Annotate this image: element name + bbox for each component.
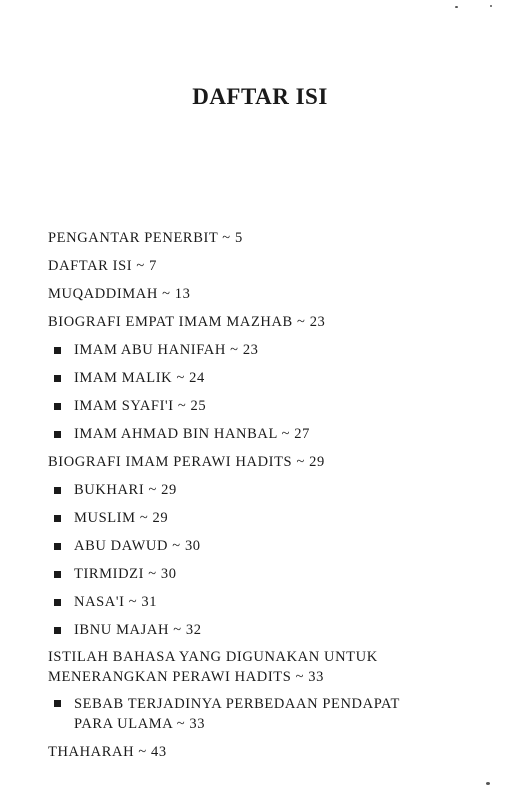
table-of-contents: [48, 224, 488, 766]
toc-subentry: [48, 476, 488, 504]
toc-entry: [48, 280, 488, 308]
square-bullet-icon: [54, 543, 61, 550]
toc-entry-text: THAHARAH ~ 43: [48, 744, 167, 760]
toc-subentry: [48, 504, 488, 532]
scan-speck: [455, 6, 458, 8]
square-bullet-icon: [54, 403, 61, 410]
toc-entry: [48, 252, 488, 280]
toc-entry-text: IMAM SYAFI'I ~ 25: [74, 398, 207, 414]
toc-subentry: [48, 364, 488, 392]
square-bullet-icon: [54, 599, 61, 606]
toc-entry-line: PARA ULAMA ~ 33: [74, 716, 206, 732]
toc-entry-text: IBNU MAJAH ~ 32: [74, 622, 202, 638]
toc-entry-text: BIOGRAFI EMPAT IMAM MAZHAB ~ 23: [48, 314, 326, 330]
toc-entry: [48, 224, 488, 252]
scan-speck: [486, 782, 490, 785]
square-bullet-icon: [54, 700, 61, 707]
square-bullet-icon: [54, 627, 61, 634]
toc-entry-text: MUQADDIMAH ~ 13: [48, 286, 191, 302]
toc-subentry: [48, 691, 488, 738]
square-bullet-icon: [54, 375, 61, 382]
toc-entry-text: BIOGRAFI IMAM PERAWI HADITS ~ 29: [48, 454, 325, 470]
page-title: DAFTAR ISI: [192, 84, 328, 109]
toc-subentry: [48, 336, 488, 364]
toc-subentry: [48, 532, 488, 560]
toc-entry-text: MUSLIM ~ 29: [74, 510, 169, 526]
square-bullet-icon: [54, 515, 61, 522]
toc-subentry: [48, 616, 488, 644]
toc-entry-text: BUKHARI ~ 29: [74, 482, 177, 498]
toc-entry: [48, 308, 488, 336]
toc-entry: [48, 738, 488, 766]
toc-entry-text: ABU DAWUD ~ 30: [74, 538, 201, 554]
toc-subentry: [48, 392, 488, 420]
square-bullet-icon: [54, 347, 61, 354]
toc-entry-text: DAFTAR ISI ~ 7: [48, 258, 157, 274]
toc-entry-line: SEBAB TERJADINYA PERBEDAAN PENDAPAT: [74, 696, 400, 712]
toc-subentry: [48, 560, 488, 588]
toc-entry-text: IMAM ABU HANIFAH ~ 23: [74, 342, 259, 358]
toc-entry-text: TIRMIDZI ~ 30: [74, 566, 177, 582]
toc-entry-text: NASA'I ~ 31: [74, 594, 158, 610]
toc-entry-line: MENERANGKAN PERAWI HADITS ~ 33: [48, 669, 325, 685]
square-bullet-icon: [54, 571, 61, 578]
toc-entry-text: PENGANTAR PENERBIT ~ 5: [48, 230, 243, 246]
toc-subentry: [48, 420, 488, 448]
square-bullet-icon: [54, 487, 61, 494]
scan-speck: [490, 5, 492, 7]
square-bullet-icon: [54, 431, 61, 438]
toc-entry-text: IMAM AHMAD BIN HANBAL ~ 27: [74, 426, 310, 442]
toc-entry: [48, 644, 488, 691]
toc-entry-line: ISTILAH BAHASA YANG DIGUNAKAN UNTUK: [48, 649, 378, 665]
toc-entry-text: IMAM MALIK ~ 24: [74, 370, 205, 386]
toc-entry: [48, 448, 488, 476]
toc-subentry: [48, 588, 488, 616]
